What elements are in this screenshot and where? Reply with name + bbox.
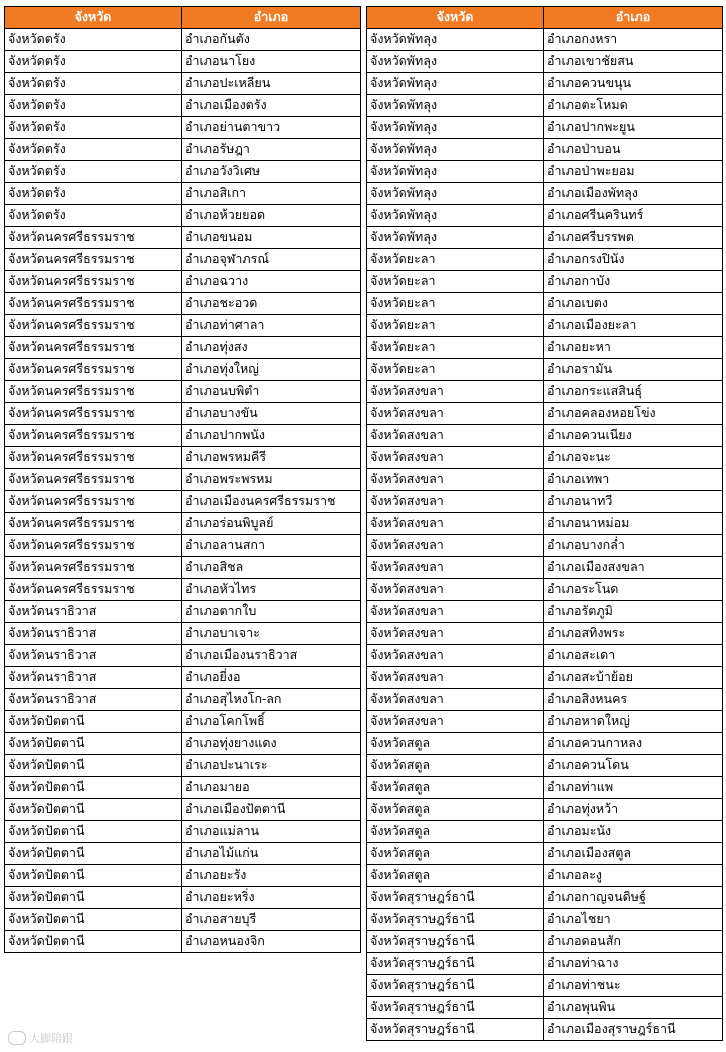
- province-cell: จังหวัดตรัง: [5, 95, 182, 117]
- district-cell: อำเภอปะนาเระ: [182, 755, 361, 777]
- table-row: [5, 821, 361, 843]
- table-header-row: [5, 7, 361, 29]
- district-cell: อำเภอพรหมคีรี: [182, 447, 361, 469]
- table-row: [5, 315, 361, 337]
- province-cell: จังหวัดนครศรีธรรมราช: [5, 579, 182, 601]
- header-district: อำเภอ: [182, 7, 361, 29]
- province-cell: จังหวัดนครศรีธรรมราช: [5, 403, 182, 425]
- header-district: อำเภอ: [544, 7, 723, 29]
- table-row: [367, 557, 723, 579]
- province-cell: จังหวัดตรัง: [5, 29, 182, 51]
- district-cell: อำเภอตะโหมด: [544, 95, 723, 117]
- table-row: [5, 425, 361, 447]
- district-cell: อำเภอเขาชัยสน: [544, 51, 723, 73]
- province-cell: จังหวัดนครศรีธรรมราช: [5, 227, 182, 249]
- district-cell: อำเภอกันตัง: [182, 29, 361, 51]
- district-cell: อำเภอนบพิตำ: [182, 381, 361, 403]
- district-cell: อำเภอป่าพะยอม: [544, 161, 723, 183]
- province-cell: จังหวัดสงขลา: [367, 491, 544, 513]
- table-row: [367, 161, 723, 183]
- district-cell: อำเภอเมืองยะลา: [544, 315, 723, 337]
- province-cell: จังหวัดตรัง: [5, 117, 182, 139]
- province-cell: จังหวัดนราธิวาส: [5, 601, 182, 623]
- province-cell: จังหวัดพัทลุง: [367, 205, 544, 227]
- table-row: [367, 997, 723, 1019]
- district-cell: อำเภอกระแสสินธุ์: [544, 381, 723, 403]
- district-cell: อำเภอบางกล่ำ: [544, 535, 723, 557]
- province-cell: จังหวัดยะลา: [367, 249, 544, 271]
- table-row: [367, 293, 723, 315]
- province-cell: จังหวัดสุราษฎร์ธานี: [367, 975, 544, 997]
- province-cell: จังหวัดนราธิวาส: [5, 667, 182, 689]
- watermark: [8, 1030, 73, 1046]
- district-cell: อำเภอกาบัง: [544, 271, 723, 293]
- district-cell: อำเภอสิเกา: [182, 183, 361, 205]
- table-row: [367, 909, 723, 931]
- watermark-text: 大脚陪跟: [29, 1033, 73, 1045]
- district-cell: อำเภอเมืองสุราษฎร์ธานี: [544, 1019, 723, 1041]
- province-cell: จังหวัดสงขลา: [367, 601, 544, 623]
- district-cell: อำเภอสะบ้าย้อย: [544, 667, 723, 689]
- district-table-left: [4, 6, 361, 953]
- district-cell: อำเภอสะเดา: [544, 645, 723, 667]
- table-row: [5, 95, 361, 117]
- district-cell: อำเภอเมืองนราธิวาส: [182, 645, 361, 667]
- province-cell: จังหวัดพัทลุง: [367, 161, 544, 183]
- province-cell: จังหวัดสงขลา: [367, 711, 544, 733]
- table-row: [367, 843, 723, 865]
- province-cell: จังหวัดพัทลุง: [367, 73, 544, 95]
- district-cell: อำเภอบางขัน: [182, 403, 361, 425]
- province-cell: จังหวัดปัตตานี: [5, 733, 182, 755]
- table-row: [5, 601, 361, 623]
- district-cell: อำเภอจะนะ: [544, 447, 723, 469]
- table-row: [367, 249, 723, 271]
- table-row: [5, 777, 361, 799]
- district-cell: อำเภอไชยา: [544, 909, 723, 931]
- district-cell: อำเภอลานสกา: [182, 535, 361, 557]
- table-row: [5, 535, 361, 557]
- table-row: [367, 689, 723, 711]
- table-row: [367, 29, 723, 51]
- table-row: [5, 183, 361, 205]
- province-cell: จังหวัดสุราษฎร์ธานี: [367, 953, 544, 975]
- district-cell: อำเภอหาดใหญ่: [544, 711, 723, 733]
- table-row: [5, 271, 361, 293]
- district-cell: อำเภอปากพนัง: [182, 425, 361, 447]
- district-cell: อำเภอยี่งอ: [182, 667, 361, 689]
- province-cell: จังหวัดปัตตานี: [5, 909, 182, 931]
- province-cell: จังหวัดนครศรีธรรมราช: [5, 293, 182, 315]
- table-row: [367, 975, 723, 997]
- province-cell: จังหวัดสตูล: [367, 755, 544, 777]
- district-cell: อำเภอเมืองปัตตานี: [182, 799, 361, 821]
- table-row: [5, 491, 361, 513]
- province-cell: จังหวัดสงขลา: [367, 645, 544, 667]
- district-cell: อำเภอหนองจิก: [182, 931, 361, 953]
- district-cell: อำเภอมะนัง: [544, 821, 723, 843]
- district-cell: อำเภอควนกาหลง: [544, 733, 723, 755]
- district-cell: อำเภอยะหา: [544, 337, 723, 359]
- district-cell: อำเภอจุฬาภรณ์: [182, 249, 361, 271]
- table-body-left: [5, 29, 361, 953]
- district-cell: อำเภอตากใบ: [182, 601, 361, 623]
- province-cell: จังหวัดพัทลุง: [367, 227, 544, 249]
- province-cell: จังหวัดปัตตานี: [5, 711, 182, 733]
- table-row: [367, 755, 723, 777]
- table-row: [367, 315, 723, 337]
- province-cell: จังหวัดยะลา: [367, 359, 544, 381]
- table-row: [5, 117, 361, 139]
- district-cell: อำเภอบาเจาะ: [182, 623, 361, 645]
- district-cell: อำเภอระโนด: [544, 579, 723, 601]
- district-cell: อำเภอเมืองนครศรีธรรมราช: [182, 491, 361, 513]
- table-row: [367, 513, 723, 535]
- table-row: [367, 667, 723, 689]
- province-cell: จังหวัดนครศรีธรรมราช: [5, 359, 182, 381]
- table-row: [5, 403, 361, 425]
- district-cell: อำเภอเมืองสงขลา: [544, 557, 723, 579]
- province-cell: จังหวัดสตูล: [367, 777, 544, 799]
- district-cell: อำเภอย่านตาขาว: [182, 117, 361, 139]
- province-cell: จังหวัดพัทลุง: [367, 139, 544, 161]
- table-row: [367, 205, 723, 227]
- province-cell: จังหวัดสุราษฎร์ธานี: [367, 909, 544, 931]
- district-cell: อำเภอยะรัง: [182, 865, 361, 887]
- province-cell: จังหวัดนราธิวาส: [5, 689, 182, 711]
- province-cell: จังหวัดนครศรีธรรมราช: [5, 469, 182, 491]
- table-row: [367, 95, 723, 117]
- table-row: [5, 359, 361, 381]
- district-table-right: [366, 6, 723, 1041]
- table-row: [367, 271, 723, 293]
- table-row: [5, 579, 361, 601]
- header-province: จังหวัด: [367, 7, 544, 29]
- province-cell: จังหวัดนครศรีธรรมราช: [5, 381, 182, 403]
- province-cell: จังหวัดตรัง: [5, 73, 182, 95]
- district-cell: อำเภอพระพรหม: [182, 469, 361, 491]
- province-cell: จังหวัดสงขลา: [367, 667, 544, 689]
- province-cell: จังหวัดนครศรีธรรมราช: [5, 491, 182, 513]
- district-cell: อำเภอทุ่งใหญ่: [182, 359, 361, 381]
- table-row: [367, 491, 723, 513]
- table-row: [367, 645, 723, 667]
- table-row: [367, 887, 723, 909]
- province-cell: จังหวัดสุราษฎร์ธานี: [367, 887, 544, 909]
- table-row: [367, 799, 723, 821]
- district-cell: อำเภอขนอม: [182, 227, 361, 249]
- table-row: [5, 623, 361, 645]
- district-cell: อำเภอรัตภูมิ: [544, 601, 723, 623]
- province-cell: จังหวัดสุราษฎร์ธานี: [367, 1019, 544, 1041]
- province-cell: จังหวัดปัตตานี: [5, 865, 182, 887]
- table-row: [5, 733, 361, 755]
- district-cell: อำเภอละงู: [544, 865, 723, 887]
- district-cell: อำเภอโคกโพธิ์: [182, 711, 361, 733]
- district-cell: อำเภอวังวิเศษ: [182, 161, 361, 183]
- district-cell: อำเภอนาโยง: [182, 51, 361, 73]
- district-cell: อำเภอสายบุรี: [182, 909, 361, 931]
- table-row: [367, 227, 723, 249]
- province-cell: จังหวัดนครศรีธรรมราช: [5, 271, 182, 293]
- table-row: [5, 843, 361, 865]
- table-row: [367, 403, 723, 425]
- district-cell: อำเภอควนโดน: [544, 755, 723, 777]
- province-cell: จังหวัดปัตตานี: [5, 777, 182, 799]
- province-cell: จังหวัดสุราษฎร์ธานี: [367, 997, 544, 1019]
- table-row: [367, 579, 723, 601]
- province-cell: จังหวัดนครศรีธรรมราช: [5, 425, 182, 447]
- district-cell: อำเภอนาหม่อม: [544, 513, 723, 535]
- table-row: [5, 227, 361, 249]
- province-cell: จังหวัดตรัง: [5, 205, 182, 227]
- district-cell: อำเภอทุ่งสง: [182, 337, 361, 359]
- table-row: [367, 183, 723, 205]
- district-cell: อำเภอแม่ลาน: [182, 821, 361, 843]
- province-cell: จังหวัดนครศรีธรรมราช: [5, 513, 182, 535]
- table-row: [5, 337, 361, 359]
- table-row: [5, 645, 361, 667]
- table-row: [367, 711, 723, 733]
- table-row: [367, 359, 723, 381]
- table-row: [367, 117, 723, 139]
- table-row: [367, 821, 723, 843]
- province-cell: จังหวัดตรัง: [5, 161, 182, 183]
- district-cell: อำเภอสุไหงโก-ลก: [182, 689, 361, 711]
- table-row: [367, 425, 723, 447]
- province-cell: จังหวัดสงขลา: [367, 513, 544, 535]
- district-cell: อำเภอกาญจนดิษฐ์: [544, 887, 723, 909]
- table-row: [367, 1019, 723, 1041]
- district-cell: อำเภอควนเนียง: [544, 425, 723, 447]
- province-cell: จังหวัดสงขลา: [367, 469, 544, 491]
- district-cell: อำเภอปากพะยูน: [544, 117, 723, 139]
- province-cell: จังหวัดสตูล: [367, 843, 544, 865]
- table-row: [5, 887, 361, 909]
- province-cell: จังหวัดปัตตานี: [5, 755, 182, 777]
- district-cell: อำเภอเทพา: [544, 469, 723, 491]
- table-body-right: [367, 29, 723, 1041]
- table-row: [5, 689, 361, 711]
- table-row: [5, 73, 361, 95]
- district-cell: อำเภอสิงหนคร: [544, 689, 723, 711]
- province-cell: จังหวัดยะลา: [367, 315, 544, 337]
- province-cell: จังหวัดสงขลา: [367, 579, 544, 601]
- district-cell: อำเภอเมืองพัทลุง: [544, 183, 723, 205]
- district-cell: อำเภอศรีบรรพต: [544, 227, 723, 249]
- district-cell: อำเภอพุนพิน: [544, 997, 723, 1019]
- table-row: [367, 469, 723, 491]
- province-cell: จังหวัดนครศรีธรรมราช: [5, 249, 182, 271]
- province-cell: จังหวัดสตูล: [367, 733, 544, 755]
- header-province: จังหวัด: [5, 7, 182, 29]
- district-cell: อำเภอศรีนครินทร์: [544, 205, 723, 227]
- table-row: [367, 139, 723, 161]
- table-row: [5, 51, 361, 73]
- table-row: [367, 535, 723, 557]
- province-cell: จังหวัดสงขลา: [367, 689, 544, 711]
- district-cell: อำเภอท่าชนะ: [544, 975, 723, 997]
- province-cell: จังหวัดสงขลา: [367, 557, 544, 579]
- province-cell: จังหวัดสตูล: [367, 821, 544, 843]
- district-cell: อำเภอสิชล: [182, 557, 361, 579]
- province-cell: จังหวัดสงขลา: [367, 381, 544, 403]
- province-cell: จังหวัดพัทลุง: [367, 51, 544, 73]
- district-cell: อำเภอชะอวด: [182, 293, 361, 315]
- province-cell: จังหวัดปัตตานี: [5, 843, 182, 865]
- table-row: [367, 777, 723, 799]
- table-row: [5, 711, 361, 733]
- district-cell: อำเภอทุ่งยางแดง: [182, 733, 361, 755]
- district-cell: อำเภอเบตง: [544, 293, 723, 315]
- province-cell: จังหวัดตรัง: [5, 139, 182, 161]
- province-cell: จังหวัดพัทลุง: [367, 183, 544, 205]
- watermark-logo-icon: [8, 1031, 26, 1045]
- table-row: [367, 337, 723, 359]
- province-cell: จังหวัดปัตตานี: [5, 887, 182, 909]
- table-row: [5, 205, 361, 227]
- table-row: [367, 953, 723, 975]
- province-cell: จังหวัดนครศรีธรรมราช: [5, 337, 182, 359]
- table-row: [367, 865, 723, 887]
- table-row: [367, 73, 723, 95]
- district-cell: อำเภอร่อนพิบูลย์: [182, 513, 361, 535]
- district-cell: อำเภอเมืองสตูล: [544, 843, 723, 865]
- province-cell: จังหวัดสุราษฎร์ธานี: [367, 931, 544, 953]
- district-cell: อำเภอปะเหลียน: [182, 73, 361, 95]
- province-cell: จังหวัดพัทลุง: [367, 117, 544, 139]
- table-row: [5, 909, 361, 931]
- province-cell: จังหวัดสตูล: [367, 865, 544, 887]
- table-row: [5, 161, 361, 183]
- table-row: [5, 469, 361, 491]
- table-row: [367, 733, 723, 755]
- table-row: [5, 667, 361, 689]
- province-cell: จังหวัดนครศรีธรรมราช: [5, 557, 182, 579]
- district-cell: อำเภอฉวาง: [182, 271, 361, 293]
- province-cell: จังหวัดนครศรีธรรมราช: [5, 535, 182, 557]
- district-cell: อำเภอคลองหอยโข่ง: [544, 403, 723, 425]
- district-cell: อำเภอท่าแพ: [544, 777, 723, 799]
- province-cell: จังหวัดยะลา: [367, 271, 544, 293]
- province-cell: จังหวัดสงขลา: [367, 535, 544, 557]
- district-cell: อำเภอดอนสัก: [544, 931, 723, 953]
- province-cell: จังหวัดสงขลา: [367, 447, 544, 469]
- table-row: [367, 931, 723, 953]
- table-row: [5, 447, 361, 469]
- district-cell: อำเภอเมืองตรัง: [182, 95, 361, 117]
- district-cell: อำเภอยะหริ่ง: [182, 887, 361, 909]
- table-row: [5, 293, 361, 315]
- province-cell: จังหวัดปัตตานี: [5, 799, 182, 821]
- district-cell: อำเภอไม้แก่น: [182, 843, 361, 865]
- district-cell: อำเภอหัวไทร: [182, 579, 361, 601]
- province-cell: จังหวัดตรัง: [5, 183, 182, 205]
- province-cell: จังหวัดตรัง: [5, 51, 182, 73]
- table-header-row: [367, 7, 723, 29]
- province-cell: จังหวัดสงขลา: [367, 623, 544, 645]
- province-cell: จังหวัดยะลา: [367, 293, 544, 315]
- district-cell: อำเภอท่าฉาง: [544, 953, 723, 975]
- province-cell: จังหวัดพัทลุง: [367, 95, 544, 117]
- district-cell: อำเภอกรงปินัง: [544, 249, 723, 271]
- province-cell: จังหวัดนราธิวาส: [5, 645, 182, 667]
- table-row: [5, 139, 361, 161]
- district-cell: อำเภอรัษฎา: [182, 139, 361, 161]
- table-row: [5, 931, 361, 953]
- table-row: [5, 865, 361, 887]
- province-cell: จังหวัดนครศรีธรรมราช: [5, 315, 182, 337]
- province-cell: จังหวัดสงขลา: [367, 403, 544, 425]
- table-row: [5, 249, 361, 271]
- district-cell: อำเภอควนขนุน: [544, 73, 723, 95]
- province-cell: จังหวัดปัตตานี: [5, 821, 182, 843]
- district-cell: อำเภอป่าบอน: [544, 139, 723, 161]
- table-row: [367, 601, 723, 623]
- province-cell: จังหวัดนครศรีธรรมราช: [5, 447, 182, 469]
- district-cell: อำเภอสทิงพระ: [544, 623, 723, 645]
- province-cell: จังหวัดสตูล: [367, 799, 544, 821]
- province-cell: จังหวัดปัตตานี: [5, 931, 182, 953]
- district-cell: อำเภอกงหรา: [544, 29, 723, 51]
- province-cell: จังหวัดสงขลา: [367, 425, 544, 447]
- district-cell: อำเภอมายอ: [182, 777, 361, 799]
- table-row: [367, 51, 723, 73]
- table-row: [367, 447, 723, 469]
- district-cell: อำเภอห้วยยอด: [182, 205, 361, 227]
- district-cell: อำเภอทุ่งหว้า: [544, 799, 723, 821]
- province-cell: จังหวัดยะลา: [367, 337, 544, 359]
- table-row: [367, 623, 723, 645]
- table-row: [5, 29, 361, 51]
- district-cell: อำเภอท่าศาลา: [182, 315, 361, 337]
- table-row: [5, 755, 361, 777]
- district-cell: อำเภอรามัน: [544, 359, 723, 381]
- table-row: [5, 799, 361, 821]
- table-row: [367, 381, 723, 403]
- province-cell: จังหวัดพัทลุง: [367, 29, 544, 51]
- table-row: [5, 557, 361, 579]
- table-row: [5, 381, 361, 403]
- district-cell: อำเภอนาทวี: [544, 491, 723, 513]
- province-cell: จังหวัดนราธิวาส: [5, 623, 182, 645]
- table-row: [5, 513, 361, 535]
